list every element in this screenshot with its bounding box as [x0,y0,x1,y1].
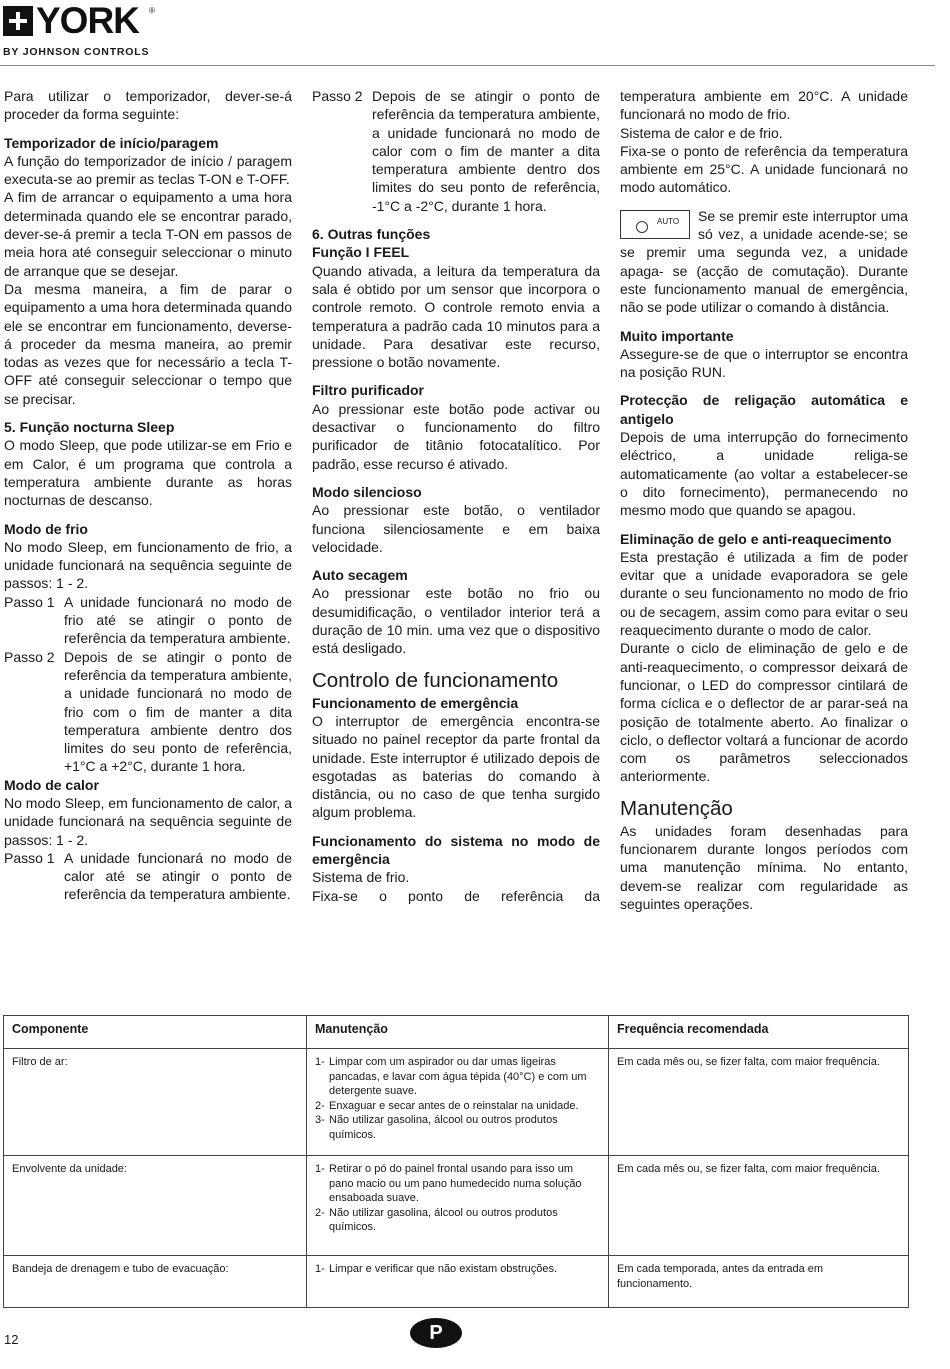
york-logo [3,0,155,58]
column-2 [312,87,600,905]
list-item: 1- Limpar e verificar que não existam obstruções. [315,1263,558,1275]
step-label: Passo 1 [4,849,55,866]
column-1 [4,87,292,904]
filter-heading: Filtro purificador [312,382,424,399]
list-item: 2- Enxaguar e secar antes de o reinstalar na unidade. [315,1099,579,1112]
sleep-heading: 5. Função nocturna Sleep [4,419,175,436]
maintenance-cell [307,1256,609,1308]
auto-dry-paragraph: Ao pressionar este botão no frio ou desumidificação, o ventilador interior terá a duração de 10 min. uma vez que o dispositivo está desligado. [312,585,600,657]
sleep-paragraph: O modo Sleep, que pode utilizar-se em Frio e em Calor, é um programa que controla a temperatura ambiente durante as horas nocturnas de descanso. [4,437,292,509]
silent-heading: Modo silencioso [312,483,422,500]
switch-label: AUTO [657,216,680,226]
defrost-heading: Eliminação de gelo e anti-reaquecimento [620,530,892,547]
emergency-system-paragraph-2: Fixa-se o ponto de referência da [312,887,600,904]
timer-paragraph-3: Da mesma maneira, a fim de parar o equipamento a uma hora determinada quando ele se encontrar em funcionamento, deverse-á proceder da mesma maneira, ao premir todas as vezes que for necessário a tecla T-OFF até conseguir seleccionar o tempo que se precisar. [4,280,292,407]
switch-circle-icon [636,221,648,233]
list-item: 2- Não utilizar gasolina, álcool ou outros produtos químicos. [315,1206,558,1233]
timer-paragraph-1: A função do temporizador de início / paragem executa-se ao premir as teclas T-ON e T-OFF. [4,152,292,188]
brand-subtitle: BY JOHNSON CONTROLS [3,46,150,58]
column-header: Componente [4,1016,307,1049]
maintenance-title: Manutenção [620,796,733,820]
emergency-paragraph: O interruptor de emergência encontra-se situado no painel receptor da parte frontal da unidade. Este interruptor é utilizado depois de esgotadas as baterias do comando à distância, ou no caso de que tenha surgido algum problema. [312,712,600,821]
step-text: Depois de se atingir o ponto de referência da temperatura ambiente, a unidade funcionará no modo de calor com o fim de manter a dita temperatura ambiente dentro dos limites do seu ponto de referência, -1°C a -2°C, durante 1 hora. [372,88,600,214]
header-divider [0,65,935,66]
table-row [4,1156,909,1256]
auto-restart-heading: Protecção de religação automática e antigelo [620,392,908,427]
list-item: 1- Retirar o pó do painel frontal usando para isso um pano macio ou um pano humedecido numa solução ensaboada suave. [315,1163,582,1204]
component-cell: Bandeja de drenagem e tubo de evacuação: [4,1256,307,1308]
step-label: Passo 2 [312,88,363,104]
cold-step-2 [4,648,292,776]
heat-step-2 [312,87,600,215]
defrost-paragraph-1: Esta prestação é utilizada a fim de poder evitar que a unidade evaporadora se gele durante o seu funcionamento no modo de frio ou de secagem, assim como para evitar o seu reaquecimento durante o modo de calor. [620,548,908,639]
step-text: Depois de se atingir o ponto de referência da temperatura ambiente, a unidade funcionará no modo de frio com o fim de manter a dita temperatura ambiente dentro dos limites do seu ponto de referência, +1°C a +2°C, durante 1 hora. [64,648,292,775]
timer-heading: Temporizador de início/paragem [4,134,219,151]
step-label: Passo 2 [4,648,55,665]
step-text: A unidade funcionará no modo de calor até se atingir o ponto de referência da temperatura ambiente. [64,849,292,903]
ifeel-paragraph: Quando ativada, a leitura da temperatura da sala é obtido por um sensor que incorpora o controle remoto. O controle remoto envia a temperatura a padrão cada 10 minutos para a unidade. Para desativar este recurso, pressione o botão novamente. [312,262,600,371]
table-row [4,1049,909,1156]
col3-paragraph-2: Sistema de calor e de frio. [620,124,783,141]
language-badge: P [410,1318,462,1348]
frequency-cell: Em cada mês ou, se fizer falta, com maior frequência. [609,1156,909,1256]
registered-mark: ® [149,6,155,15]
emergency-system-paragraph-1: Sistema de frio. [312,869,410,886]
auto-dry-heading: Auto secagem [312,567,408,584]
defrost-paragraph-2: Durante o ciclo de eliminação de gelo e de anti-reaquecimento, o compressor deixará de funcionar, o LED do compressor cintilará de forma cíclica e o deflector de ar parar-seá na posição de totalmente aberto. Ao finalizar o ciclo, o deflector voltará a funcionar de acordo com os parâmetros seleccionados anteriormente. [620,640,908,785]
list-item: 3- Não utilizar gasolina, álcool ou outros produtos químicos. [315,1114,558,1141]
timer-paragraph-2: A fim de arrancar o equipamento a uma hora determinada quando ele se encontrar parado, dever-se-á premir a tecla T-ON em passos de meia hora até conseguir seleccionar o minuto de arranque que se desejar. [4,189,292,279]
page-number: 12 [4,1332,19,1347]
heat-mode-heading: Modo de calor [4,776,99,793]
cold-mode-heading: Modo de frio [4,520,88,537]
cold-mode-paragraph: No modo Sleep, em funcionamento de frio, a unidade funcionará na sequência seguinte de passos: 1 - 2. [4,538,292,592]
column-header: Manutenção [307,1016,609,1049]
emergency-heading: Funcionamento de emergência [312,694,519,711]
important-paragraph: Assegure-se de que o interruptor se encontra na posição RUN. [620,345,908,381]
auto-restart-paragraph: Depois de uma interrupção do fornecimento eléctrico, a unidade religa-se automaticamente (ao voltar a estabelecer-se o dito fornecimento), permanecendo no mesmo modo que quando se apagou. [620,429,908,519]
york-logo-mark-icon [3,6,33,36]
component-cell: Filtro de ar: [4,1049,307,1156]
switch-paragraph: Se se premir este interruptor uma só vez, a unidade acende-se; se se premir uma segunda vez, a unidade apaga- se (acção de comutação). Durante este funcionamento manual de emergência, não se pode utilizar o comando à distância. [620,207,908,316]
frequency-cell: Em cada temporada, antes da entrada em funcionamento. [609,1256,909,1308]
maintenance-cell [307,1156,609,1256]
maintenance-table [3,1015,909,1308]
col3-paragraph-1: temperatura ambiente em 20°C. A unidade funcionará no modo de frio. [620,88,908,123]
important-heading: Muito importante [620,327,734,344]
other-functions-heading: 6. Outras funções [312,226,431,243]
cold-step-1 [4,593,292,648]
emergency-switch-icon [620,210,690,239]
column-3 [620,87,908,913]
emergency-system-heading: Funcionamento do sistema no modo de emergência [312,832,600,867]
heat-step-1 [4,849,292,904]
filter-paragraph: Ao pressionar este botão pode activar ou desactivar o funcionamento do filtro purificador de titânio fotocatalítico. Por padrão, esse recurso é ativado. [312,400,600,472]
component-cell: Envolvente da unidade: [4,1156,307,1256]
list-item: 1- Limpar com um aspirador ou dar umas ligeiras pancadas, e lavar com água tépida (40°C) e com um detergente suave. [315,1056,587,1097]
column-header: Frequência recomendada [609,1016,909,1049]
maintenance-cell [307,1049,609,1156]
brand-name: YORK [36,0,139,41]
col3-paragraph-3: Fixa-se o ponto de referência da temperatura ambiente em 25°C. A unidade funcionará no modo automático. [620,142,908,196]
control-title: Controlo de funcionamento [312,668,559,692]
frequency-cell: Em cada mês ou, se fizer falta, com maior frequência. [609,1049,909,1156]
maintenance-paragraph: As unidades foram desenhadas para funcionarem durante longos períodos com uma manutenção mínima. No entanto, devem-se realizar com regularidade as seguintes operações. [620,822,908,912]
step-text: A unidade funcionará no modo de frio até se atingir o ponto de referência da temperatura ambiente. [64,593,292,647]
ifeel-heading: Função I FEEL [312,244,410,261]
step-label: Passo 1 [4,593,55,610]
table-row [4,1256,909,1308]
heat-mode-paragraph: No modo Sleep, em funcionamento de calor, a unidade funcionará na sequência seguinte de passos: 1 - 2. [4,794,292,848]
table-header-row [4,1016,909,1049]
silent-paragraph: Ao pressionar este botão, o ventilador funciona silenciosamente e em baixa velocidade. [312,502,600,555]
timer-intro: Para utilizar o temporizador, dever-se-á proceder da forma seguinte: [4,88,292,123]
